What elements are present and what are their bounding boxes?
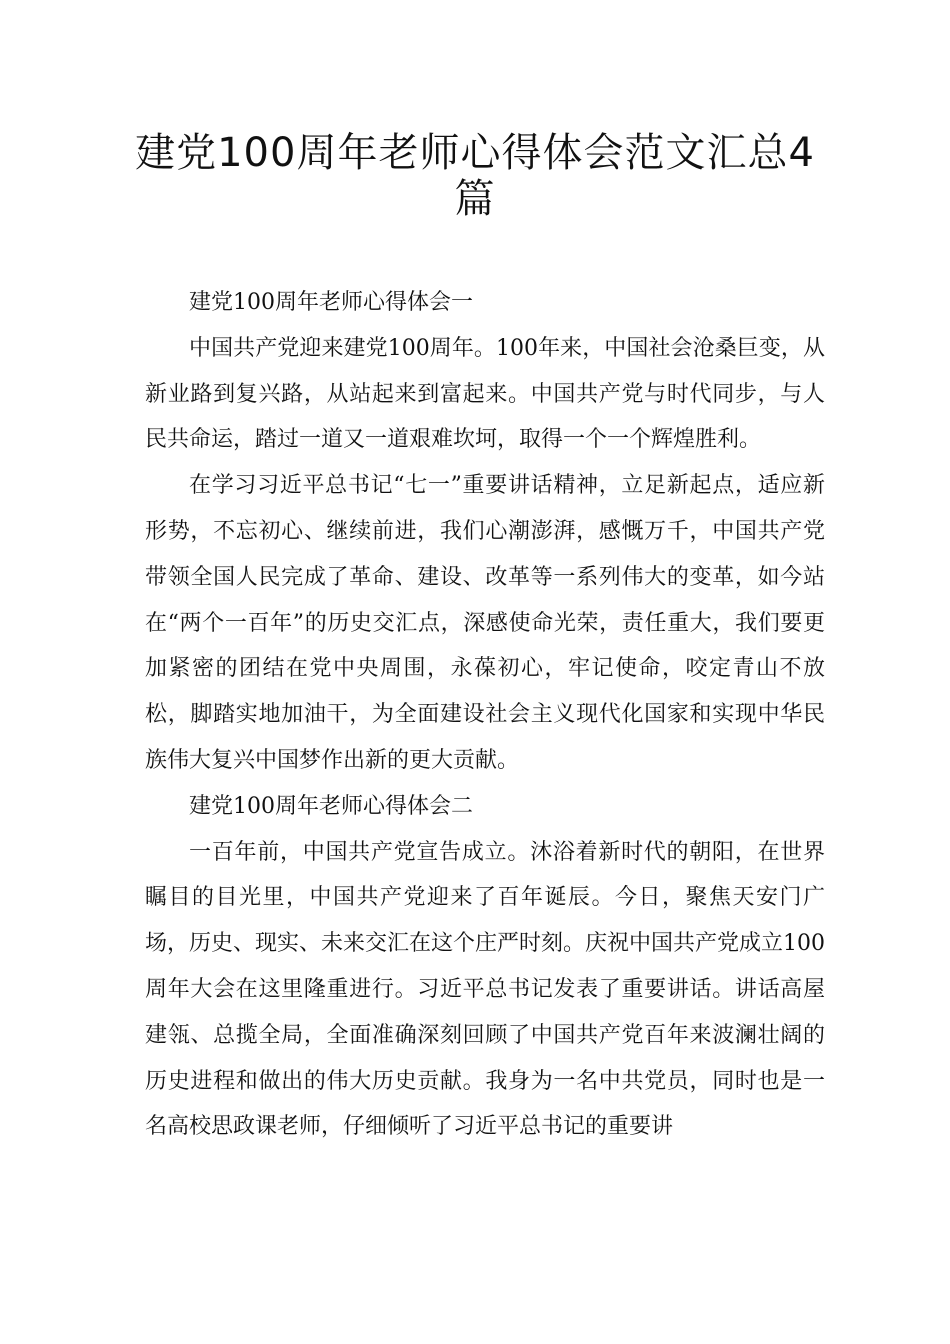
paragraph-3: 一百年前，中国共产党宣告成立。沐浴着新时代的朝阳，在世界瞩目的目光里，中国共产党迎来了百年诞辰。今日，聚焦天安门广场，历史、现实、未来交汇在这个庄严时刻。庆祝中国共产党成立100周年大会在这里隆重进行。习近平总书记发表了重要讲话。讲话高屋建瓴、总揽全局，全面准确深刻回顾了中国共产党百年来波澜壮阔的历史进程和做出的伟大历史贡献。我身为一名中共党员，同时也是一名高校思政课老师，仔细倾听了习近平总书记的重要讲 — [145, 839, 825, 1140]
document-title: 建党100周年老师心得体会范文汇总4篇 — [135, 130, 815, 222]
section-heading-2: 建党100周年老师心得体会二 — [189, 793, 473, 819]
paragraph-1: 中国共产党迎来建党100周年。100年来，中国社会沧桑巨变，从新业路到复兴路，从站起来到富起来。中国共产党与时代同步，与人民共命运，踏过一道又一道艰难坎坷，取得一个一个辉煌胜利。 — [145, 335, 825, 453]
section-heading-1: 建党100周年老师心得体会一 — [189, 290, 473, 315]
document-body — [145, 280, 825, 1150]
paragraph-2: 在学习习近平总书记“七一”重要讲话精神，立足新起点，适应新形势，不忘初心、继续前进，我们心潮澎湃，感慨万千，中国共产党带领全国人民完成了革命、建设、改革等一系列伟大的变革，如今站在“两个一百年”的历史交汇点，深感使命光荣，责任重大，我们要更加紧密的团结在党中央周围，永葆初心，牢记使命，咬定青山不放松，脚踏实地加油干，为全面建设社会主义现代化国家和实现中华民族伟大复兴中国梦作出新的更大贡献。 — [145, 473, 825, 773]
